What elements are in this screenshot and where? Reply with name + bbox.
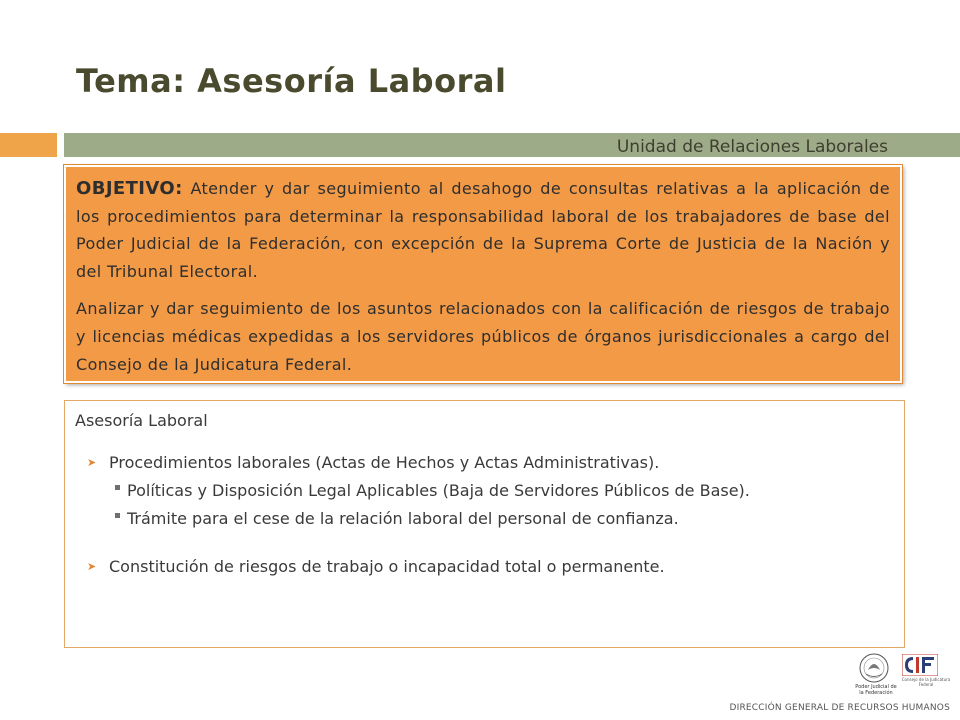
sub-list-item — [75, 508, 894, 530]
sub-list-item-text: Trámite para el cese de la relación laboral del personal de confianza. — [127, 509, 679, 528]
content-heading: Asesoría Laboral — [75, 411, 208, 430]
square-bullet-icon — [115, 485, 120, 490]
emblem-caption: Poder Judicial de la Federación — [855, 684, 897, 696]
objective-box — [64, 165, 902, 383]
objective-paragraph-1 — [76, 175, 890, 285]
arrow-bullet-icon: ➤ — [87, 560, 97, 573]
objective-label: OBJETIVO: — [76, 178, 183, 199]
content-box — [64, 400, 905, 648]
list-item — [75, 452, 894, 474]
sub-list-item-text: Políticas y Disposición Legal Aplicables (Baja de Servidores Públicos de Base). — [127, 481, 750, 500]
cjf-caption: Consejo de la Judicatura Federal — [901, 677, 951, 687]
institution-logos — [854, 652, 954, 696]
sub-list-item — [75, 480, 894, 502]
list-item-text: Constitución de riesgos de trabajo o incapacidad total o permanente. — [109, 557, 665, 576]
square-bullet-icon — [115, 513, 120, 518]
objective-paragraph-2: Analizar y dar seguimiento de los asuntos relacionados con la calificación de riesgos de trabajo y licencias médicas expedidas a los servidores públicos de órganos jurisdiccionales a cargo del Consejo de la Judicatura Federal. — [76, 299, 890, 374]
list-item-text: Procedimientos laborales (Actas de Hechos y Actas Administrativas). — [109, 453, 660, 472]
objective-text-1: Atender y dar seguimiento al desahogo de consultas relativas a la aplicación de los procedimientos para determinar la responsabilidad laboral de los trabajadores de base del Poder Judicial de la Federación, con excepción de la Suprema Corte de Justicia de la Nación y del Tribunal Electoral. — [76, 179, 890, 281]
slide-subtitle: Unidad de Relaciones Laborales — [616, 137, 888, 157]
slide-title: Tema: Asesoría Laboral — [76, 62, 507, 100]
list-spacer — [75, 530, 894, 556]
cjf-logo-icon — [902, 654, 938, 676]
footer-department: DIRECCIÓN GENERAL DE RECURSOS HUMANOS — [729, 703, 950, 713]
accent-bar-orange — [0, 133, 57, 157]
arrow-bullet-icon: ➤ — [87, 456, 97, 469]
list-item — [75, 556, 894, 578]
